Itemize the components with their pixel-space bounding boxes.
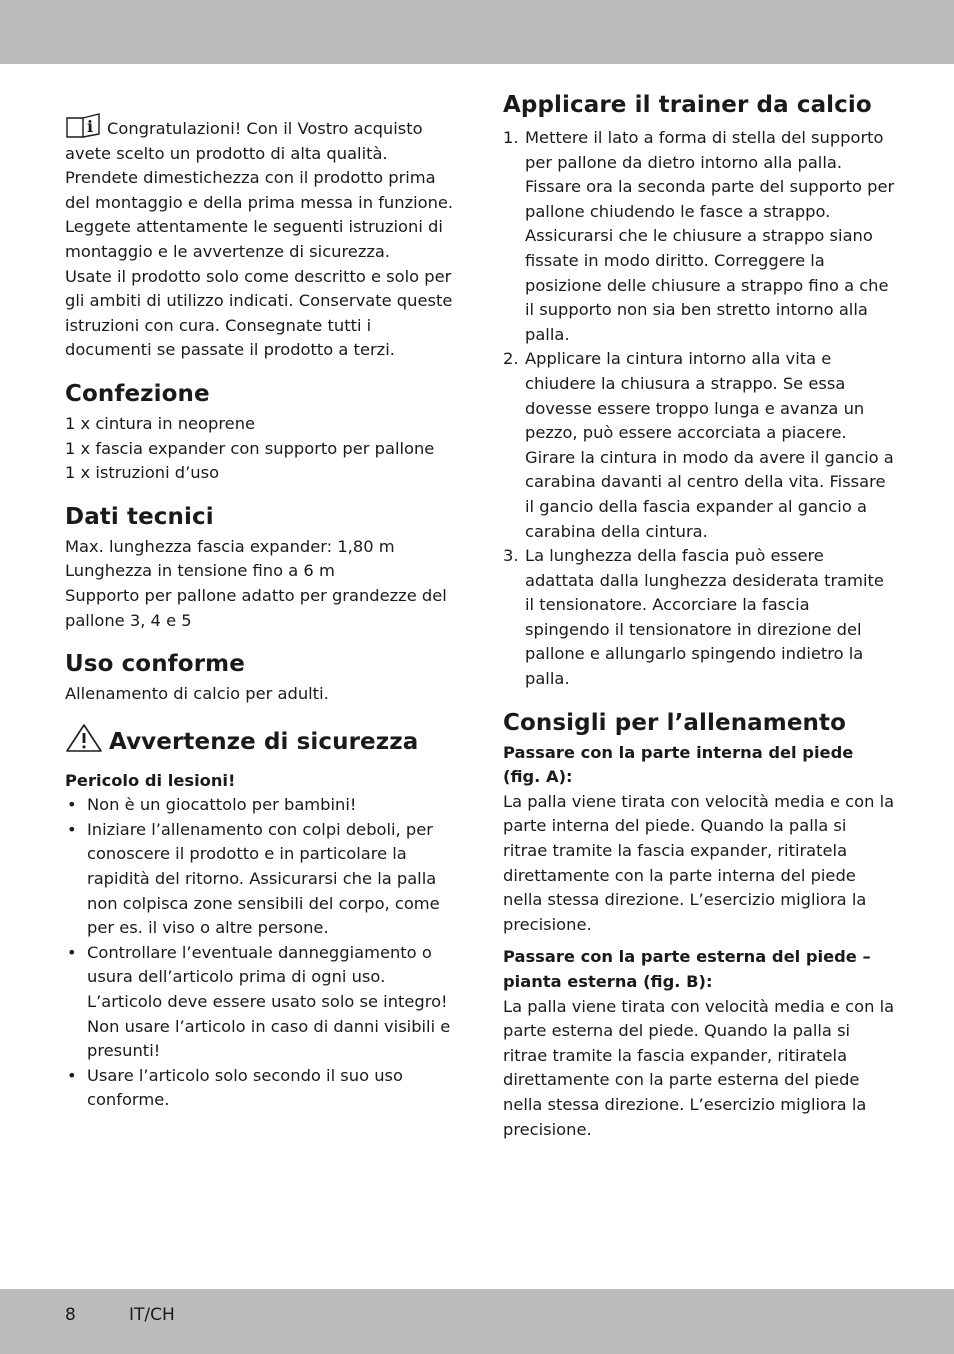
dati-line: Max. lunghezza fascia expander: 1,80 m [65,536,395,556]
fig-b-text: La palla viene tirata con velocità media e con la parte esterna del piede. Quando la palla si ritrae tramite la fascia expander, ritiratela direttamente con la parte esterna del piede nella stessa direzione. L’esercizio migliora la precisione. [503,996,895,1139]
fig-a-subheading: Passare con la parte interna del piede (fig. A): [503,742,854,787]
left-column [65,112,455,1113]
footer-bar [0,1289,954,1354]
list-item [503,126,895,347]
step-number: 3. [503,546,519,566]
intro-paragraph [65,112,455,265]
confezione-item: 1 x istruzioni d’uso [65,463,220,483]
dati-heading: Dati tecnici [65,503,214,530]
pericolo-subheading: Pericolo di lesioni! [65,770,236,790]
list-item: • Non è un giocattolo per bambini! [65,793,455,818]
step-text: Applicare la cintura intorno alla vita e chiudere la chiusura a strappo. Se essa dovesse essere troppo lunga e avanza un pezzo, può essere accorciata a piacere. Girare la cintura in modo da avere il gancio a carabina davanti al centro della vita. Fissare il gancio della fascia expander al gancio a carabina della cintura. [525,349,894,541]
page-number: 8 [65,1305,76,1325]
language-code: IT/CH [129,1305,175,1325]
intro-body: Usate il prodotto solo come descritto e solo per gli ambiti di utilizzo indicati. Conservate queste istruzioni con cura. Consegnate tutti i documenti se passate il prodotto a terzi. [65,266,453,360]
avvertenze-title: Avvertenze di sicurezza [109,728,419,755]
dati-line: Lunghezza in tensione fino a 6 m [65,561,335,581]
fig-b-subheading: Passare con la parte esterna del piede – pianta esterna (fig. B): [503,947,871,991]
intro-lead: Congratulazioni! Con il Vostro acquisto avete scelto un prodotto di alta qualità. Prendete dimestichezza con il prodotto prima del montaggio e della prima messa in funzione. Leggete attentamente le seguenti istruzioni di montaggio e le avvertenze di sicurezza. [65,119,454,261]
avvertenze-heading [65,723,455,757]
header-bar [0,0,954,64]
step-text: Mettere il lato a forma di stella del supporto per pallone da dietro intorno alla palla. Fissare ora la seconda parte del supporto per pallone chiudendo le fasce a strappo. Assicurarsi che le chiusure a strappo siano fissate in modo diritto. Correggere la posizione delle chiusure a strappo fino a che il supporto non sia ben stretto intorno alla palla. [525,128,895,344]
warning-triangle-icon [65,723,103,753]
steps-list [503,126,895,692]
right-column [503,90,895,1142]
list-item: • Usare l’articolo solo secondo il suo uso conforme. [65,1064,455,1113]
dati-line: Supporto per pallone adatto per grandezze del pallone 3, 4 e 5 [65,585,447,630]
applicare-heading: Applicare il trainer da calcio [503,92,872,118]
step-number: 2. [503,349,519,369]
info-book-icon [65,112,103,138]
safety-list [65,793,455,1113]
step-text: La lunghezza della fascia può essere adattata dalla lunghezza desiderata tramite il tensionatore. Accorciare la fascia spingendo il tensionatore in direzione del pallone e allungarlo spingendo indietro la palla. [525,546,884,689]
uso-text: Allenamento di calcio per adulti. [65,684,329,704]
list-item [503,347,895,544]
consigli-heading: Consigli per l’allenamento [503,709,847,736]
list-item [503,544,895,692]
step-number: 1. [503,128,519,147]
list-item: • Controllare l’eventuale danneggiamento o usura dell’articolo prima di ogni uso. L’articolo deve essere usato solo se integro! Non usare l’articolo in caso di danni visibili e presunti! [65,941,455,1064]
svg-text:i: i [87,117,94,136]
confezione-heading: Confezione [65,380,210,407]
uso-heading: Uso conforme [65,651,245,678]
confezione-item: 1 x cintura in neoprene [65,413,256,433]
fig-a-text: La palla viene tirata con velocità media e con la parte interna del piede. Quando la palla si ritrae tramite la fascia expander, ritiratela direttamente con la parte interna del piede nella stessa direzione. L’esercizio migliora la precisione. [503,791,895,934]
confezione-item: 1 x fascia expander con supporto per pallone [65,438,435,458]
list-item: • Iniziare l’allenamento con colpi deboli, per conoscere il prodotto e in particolare la rapidità del ritorno. Assicurarsi che la palla non colpisca zone sensibili del corpo, come per es. il viso o altre persone. [65,818,455,941]
